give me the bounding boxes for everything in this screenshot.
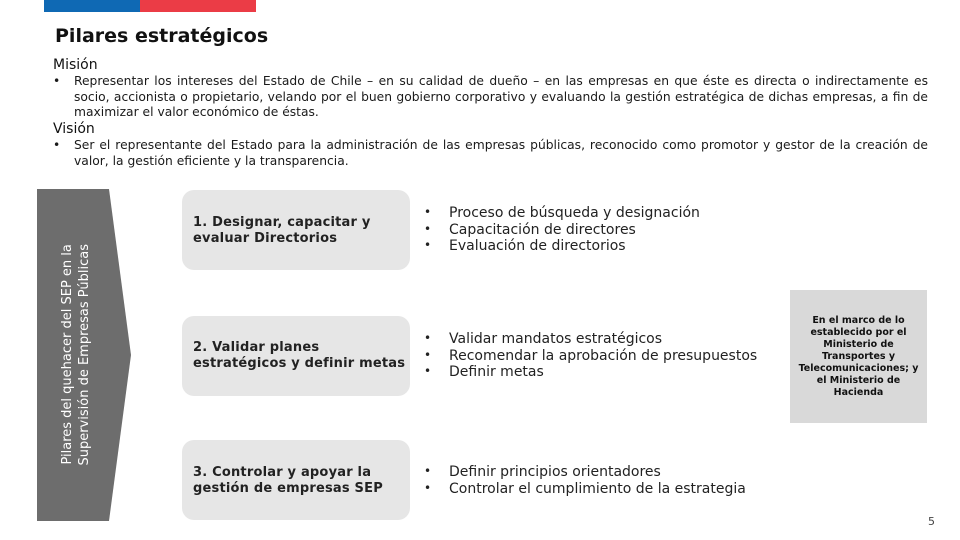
list-item bbox=[424, 205, 700, 222]
pillar-label-2-line1: 2. Validar planes bbox=[193, 340, 320, 355]
list-item bbox=[424, 238, 700, 255]
mision-bullet bbox=[53, 74, 928, 121]
mision-heading: Misión bbox=[53, 57, 98, 73]
pillar-label-2-line2: estratégicos y definir metas bbox=[193, 356, 406, 371]
list-item bbox=[424, 222, 700, 239]
list-item bbox=[424, 348, 757, 365]
bullet-dot: • bbox=[424, 205, 432, 219]
bullet-dot: • bbox=[424, 347, 432, 362]
pillar-label-3-line1: 3. Controlar y apoyar la bbox=[193, 465, 372, 480]
flag-stripe-blue bbox=[44, 0, 140, 12]
pillar-label-1 bbox=[193, 215, 371, 247]
bullet-dot: • bbox=[424, 364, 432, 378]
bullet-dot: • bbox=[53, 74, 61, 88]
pillar-label-3 bbox=[193, 465, 383, 497]
pillar-label-1-line1: 1. Designar, capacitar y bbox=[193, 215, 371, 230]
pillar-list-3 bbox=[424, 464, 746, 497]
list-item-text: Definir metas bbox=[449, 364, 544, 380]
list-item-text: Capacitación de directores bbox=[449, 221, 636, 238]
arrow-label-line2: Supervisión de Empresas Públicas bbox=[77, 244, 92, 466]
list-item-text: Proceso de búsqueda y designación bbox=[449, 205, 700, 221]
list-item-text: Recomendar la aprobación de presupuestos bbox=[449, 347, 758, 364]
list-item-text: Controlar el cumplimiento de la estrategia bbox=[449, 480, 746, 497]
pillar-label-2 bbox=[193, 340, 405, 372]
page-number: 5 bbox=[928, 515, 935, 528]
page-title: Pilares estratégicos bbox=[55, 25, 269, 47]
note-text: En el marco de lo establecido por el Ministerio de Transportes y Telecomunicaciones; y el Ministerio de Hacienda bbox=[798, 314, 919, 398]
bullet-dot: • bbox=[424, 221, 432, 236]
vision-bullet bbox=[53, 138, 928, 169]
pillar-list-1 bbox=[424, 205, 700, 255]
list-item bbox=[424, 331, 757, 348]
bullet-dot: • bbox=[424, 331, 432, 345]
list-item-text: Evaluación de directorios bbox=[449, 238, 626, 254]
list-item bbox=[424, 481, 746, 498]
vision-text: Ser el representante del Estado para la administración de las empresas públicas, reconocido como promotor y gestor de la creación de valor, la gestión eficiente y la transparencia. bbox=[74, 138, 928, 168]
list-item-text: Validar mandatos estratégicos bbox=[449, 331, 663, 347]
pillars-arrow-label bbox=[51, 190, 101, 520]
vision-heading: Visión bbox=[53, 121, 95, 137]
bullet-dot: • bbox=[424, 480, 432, 495]
list-item bbox=[424, 364, 757, 381]
bullet-dot: • bbox=[53, 138, 61, 152]
legal-framework-note bbox=[790, 290, 927, 423]
mision-text: Representar los intereses del Estado de Chile – en su calidad de dueño – en las empresas en que éste es directa o indirectamente es socio, accionista o propietario, velando por el buen gobierno corporativo y evaluando la gestión estratégica de dichas empresas, a fin de maximizar el valor económico de éstas. bbox=[74, 74, 928, 119]
bullet-dot: • bbox=[424, 238, 432, 252]
list-item bbox=[424, 464, 746, 481]
bullet-dot: • bbox=[424, 464, 432, 478]
pillar-list-2 bbox=[424, 331, 757, 381]
pillar-label-3-line2: gestión de empresas SEP bbox=[193, 481, 383, 496]
flag-stripe-red bbox=[140, 0, 256, 12]
pillar-label-1-line2: evaluar Directorios bbox=[193, 231, 338, 246]
arrow-label-line1: Pilares del quehacer del SEP en la bbox=[60, 244, 75, 466]
list-item-text: Definir principios orientadores bbox=[449, 464, 661, 480]
